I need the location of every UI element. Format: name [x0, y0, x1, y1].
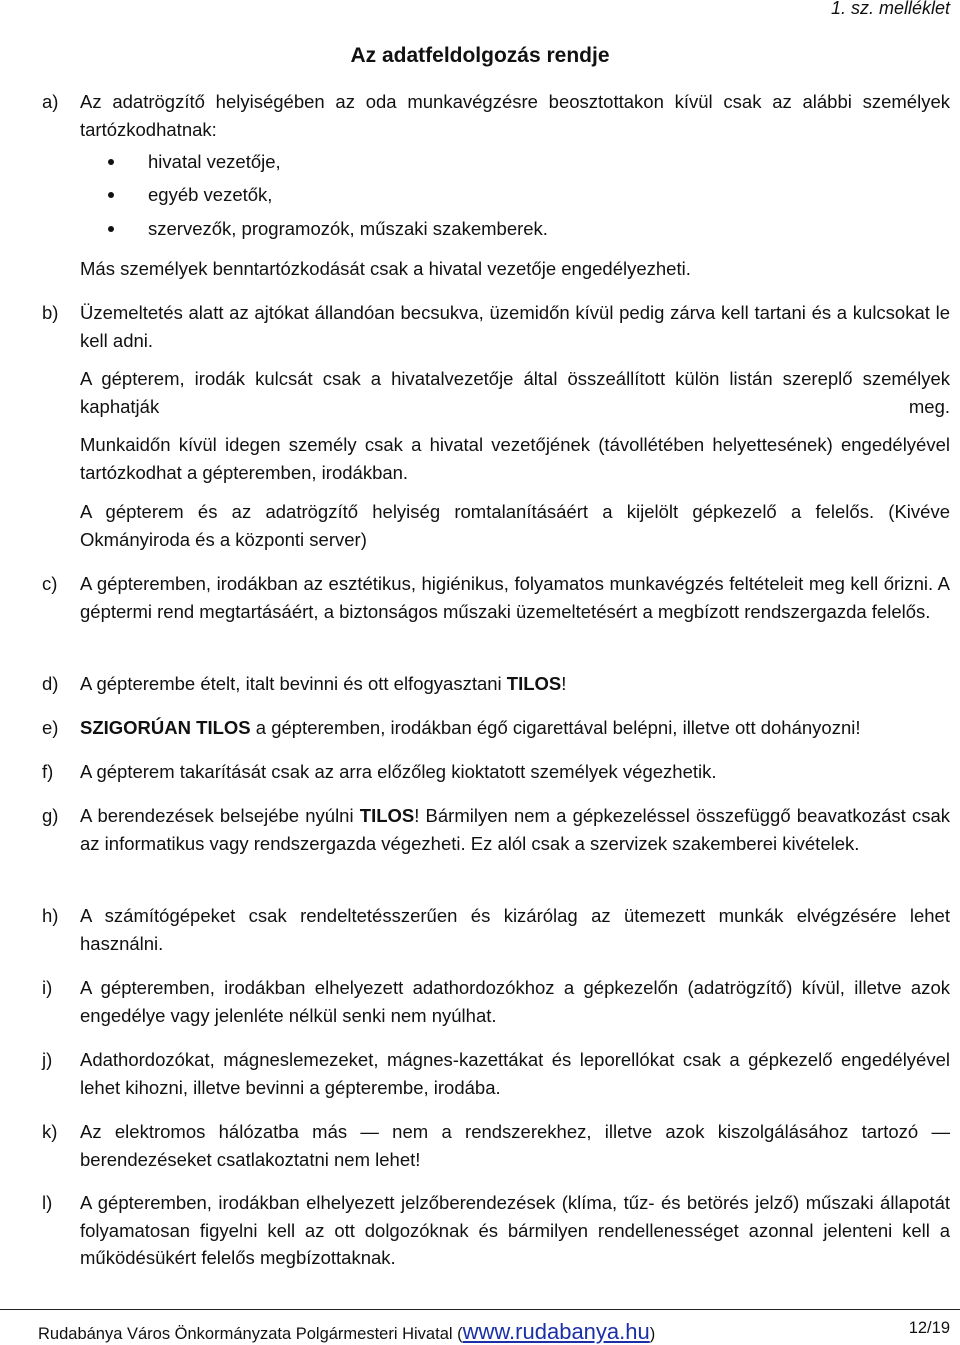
section-d [42, 670, 950, 698]
emphasis-text: SZIGORÚAN TILOS [80, 717, 251, 738]
bullet-icon [108, 159, 114, 165]
section-j [42, 1046, 950, 1101]
section-text: Az adatrögzítő helyiségében az oda munkavégzésre beosztottakon kívül csak az alábbi személyek tartózkodhatnak: [80, 91, 950, 140]
paragraph-text: A gépterem és az adatrögzítő helyiség romtalanításáért a kijelölt gépkezelő a felelős. (Kivéve Okmányiroda és a központi server) [80, 501, 950, 550]
section-label: a) [42, 91, 59, 112]
section-text: A gépteremben, irodákban elhelyezett adathordozókhoz a gépkezelőn (adatrögzítő) kívül, illetve azok engedélye vagy jelenléte nélkül senki nem nyúlhat. [80, 977, 950, 1026]
section-text: Adathordozókat, mágneslemezeket, mágnes-kazettákat és leporellókat csak a gépkezelő engedélyével lehet kihozni, illetve bevinni a gépterembe, irodába. [80, 1049, 950, 1098]
text-segment: A gépterembe ételt, italt bevinni és ott elfogyasztani [80, 673, 507, 694]
bullet-item [108, 215, 548, 242]
section-text: A gépterem takarítását csak az arra előzőleg kioktatott személyek végezhetik. [80, 761, 717, 782]
section-label: j) [42, 1049, 53, 1070]
section-b-paragraph-2 [80, 431, 950, 486]
text-segment: ! [561, 673, 567, 694]
section-k [42, 1118, 950, 1173]
emphasis-text: TILOS [506, 673, 562, 694]
section-text [80, 714, 950, 742]
section-text [80, 670, 950, 698]
section-label: d) [42, 673, 59, 694]
section-label: l) [42, 1192, 53, 1213]
bullet-icon [108, 226, 114, 232]
section-b [42, 299, 950, 354]
footer-org: Rudabánya Város Önkormányzata Polgármesteri Hivatal ( [38, 1325, 463, 1343]
text-segment: A berendezések belsejébe nyúlni [80, 805, 360, 826]
section-label: c) [42, 573, 58, 594]
bullet-item [108, 181, 272, 208]
bullet-icon [108, 192, 114, 198]
section-text: A számítógépeket csak rendeltetésszerűen és kizárólag az ütemezett munkák elvégzésére lehet használni. [80, 905, 950, 954]
annex-label: 1. sz. melléklet [830, 0, 950, 18]
paragraph-text: A gépterem, irodák kulcsát csak a hivatalvezetője által összeállított külön listán szereplő személyek kaphatják meg. [80, 368, 950, 417]
section-label: i) [42, 977, 53, 998]
footer-divider [0, 1309, 960, 1310]
section-a [42, 88, 950, 143]
section-c [42, 570, 950, 625]
section-e [42, 714, 950, 742]
section-label: g) [42, 805, 59, 826]
section-l [42, 1189, 950, 1272]
section-text: Az elektromos hálózatba más — nem a rendszerekhez, illetve azok kiszolgálásához tartozó — berendezéseket csatlakoztatni nem lehet! [80, 1121, 950, 1170]
bullet-text: egyéb vezetők, [148, 184, 273, 205]
section-text [80, 802, 950, 857]
section-label: b) [42, 302, 59, 323]
document-title: Az adatfeldolgozás rendje [350, 44, 610, 67]
bullet-text: szervezők, programozók, műszaki szakemberek. [148, 218, 548, 239]
emphasis-text: TILOS [359, 805, 415, 826]
section-label: f) [42, 761, 54, 782]
bullet-item [108, 148, 281, 175]
section-a-note: Más személyek benntartózkodását csak a hivatal vezetője engedélyezheti. [80, 258, 691, 279]
section-label: e) [42, 717, 59, 738]
section-b-paragraph-3 [80, 498, 950, 553]
section-label: h) [42, 905, 59, 926]
section-f [42, 758, 950, 786]
page-number: 12/19 [908, 1319, 950, 1337]
section-i [42, 974, 950, 1029]
footer [38, 1319, 655, 1345]
paragraph-text: Munkaidőn kívül idegen személy csak a hivatal vezetőjének (távollétében helyettesének) engedélyével tartózkodhat a gépteremben, irodákban. [80, 434, 950, 483]
text-segment: a gépteremben, irodákban égő cigarettával belépni, illetve ott dohányozni! [250, 717, 861, 738]
footer-website-link[interactable]: www.rudabanya.hu [462, 1319, 650, 1344]
section-g [42, 802, 950, 857]
bullet-text: hivatal vezetője, [148, 151, 281, 172]
section-text: A gépteremben, irodákban az esztétikus, higiénikus, folyamatos munkavégzés feltételeit meg kell őrizni. A géptermi rend megtartásáért, a biztonságos műszaki üzemeltetésért a megbízott rendszergazda felelős. [80, 573, 950, 622]
section-text: A gépteremben, irodákban elhelyezett jelzőberendezések (klíma, tűz- és betörés jelző) műszaki állapotát folyamatosan figyelni kell az ott dolgozóknak és bármilyen rendellenességet azonnal jelenteni kell a működésükért felelős megbízottaknak. [80, 1192, 950, 1269]
section-h [42, 902, 950, 957]
footer-text: ) [649, 1325, 656, 1343]
section-text: Üzemeltetés alatt az ajtókat állandóan becsukva, üzemidőn kívül pedig zárva kell tartani és a kulcsokat le kell adni. [80, 302, 950, 351]
text-segment: ! Bármilyen nem a gépkezeléssel összefüggő beavatkozást csak az informatikus vagy rendszergazda végezheti. Ez alól csak a szervizek szakemberei kivételek. [80, 805, 951, 854]
section-label: k) [42, 1121, 58, 1142]
